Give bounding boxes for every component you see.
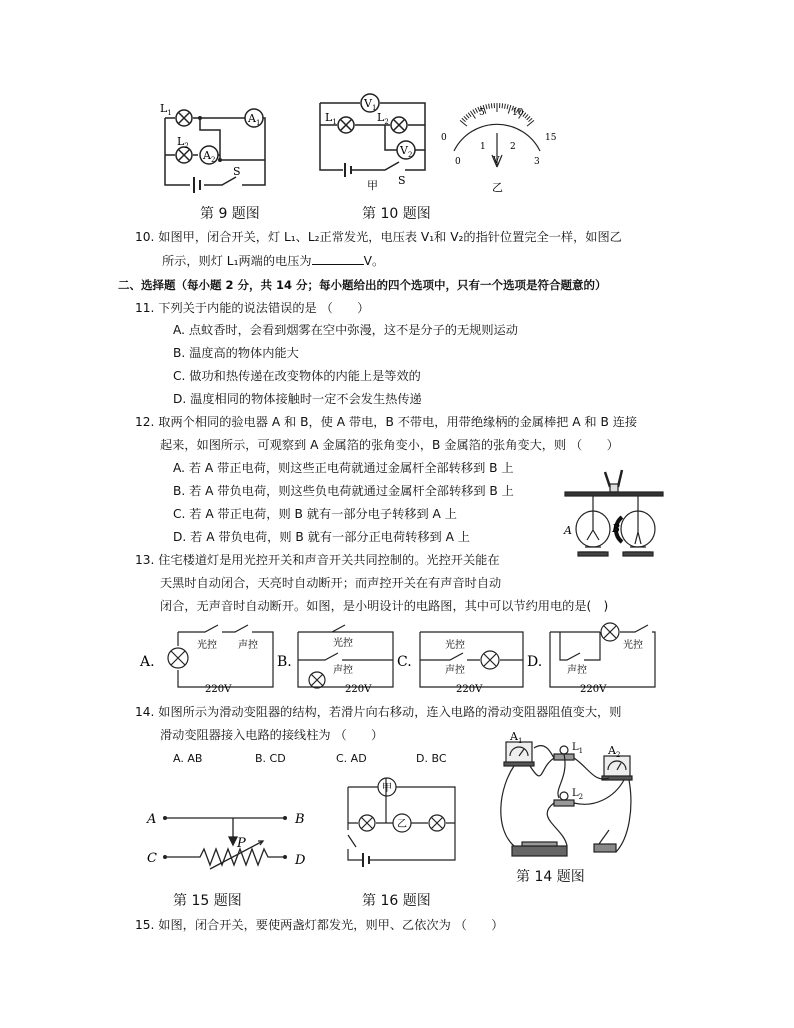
q13-label-d: D. [527, 654, 543, 670]
fig14-physical-circuit [494, 728, 644, 863]
q14-line1: 14. 如图所示为滑动变阻器的结构，若滑片向右移动，连入电路的滑动变阻器阻值变大，则 [135, 705, 622, 719]
fig10-l1-label: $L_1$ [325, 111, 337, 126]
fig10-circuit [315, 95, 435, 195]
dial-tick [508, 105, 511, 114]
fig9-l1-label: $L_1$ [160, 102, 172, 117]
fig10-l2-label: $L_2$ [377, 111, 389, 126]
svg-text:5: 5 [479, 108, 485, 118]
fig12-electroscopes [560, 462, 670, 572]
fig14-l1-label: $L_1$ [572, 742, 584, 755]
fig9-switch-label: S [233, 165, 241, 178]
fig16-caption: 第 16 题图 [362, 893, 431, 909]
svg-text:1: 1 [480, 142, 486, 152]
dial-tick [491, 103, 492, 108]
fig15-caption: 第 15 题图 [173, 893, 242, 909]
svg-text:10: 10 [512, 108, 524, 118]
svg-text:220V: 220V [580, 684, 607, 695]
q12-line1: 12. 取两个相同的验电器 A 和 B，使 A 带电，B 不带电，用带绝缘柄的金属棒把 A 和 B 连接 [135, 415, 638, 429]
dial-tick [460, 120, 467, 126]
q12-option-c[interactable]: C. 若 A 带正电荷，则 B 就有一部分电子转移到 A 上 [173, 507, 457, 521]
fig14-a1-label: $A_1$ [510, 730, 523, 745]
q14-option-a[interactable]: A. AB [173, 752, 203, 765]
section2-title: 二、选择题（每小题 2 分，共 14 分；每小题给出的四个选项中，只有一个选项是符合题意的） [118, 278, 607, 292]
svg-text:光控: 光控 [333, 638, 353, 649]
q12-option-b[interactable]: B. 若 A 带负电荷，则这些负电荷就通过金属杆全部转移到 B 上 [173, 484, 514, 498]
dial-tick [525, 114, 528, 118]
q13-label-c: C. [397, 654, 412, 670]
dial-tick [473, 110, 476, 114]
fig14-l2-label: $L_2$ [572, 788, 584, 801]
fig9-l2-label: $L_2$ [177, 135, 189, 150]
fig10-switch-label: S [398, 174, 406, 187]
q14-option-c[interactable]: C. AD [336, 752, 367, 765]
q13-line3: 闭合，无声音时自动断开。如图，是小明设计的电路图，其中可以节约用电的是( ) [160, 599, 609, 613]
q15-stem: 15. 如图，闭合开关，要使两盏灯都发光，则甲、乙依次为 （ ） [135, 918, 504, 932]
q10-line2: 所示，则灯 L₁两端的电压为 V。 [162, 254, 385, 268]
dial-tick [505, 104, 506, 109]
svg-text:2: 2 [510, 142, 516, 152]
fig15-rheostat [145, 805, 325, 875]
fig16-jia-label: 甲 [382, 783, 392, 794]
fig15-p-label: P [237, 836, 246, 851]
dial-tick [468, 113, 471, 117]
dial-tick [489, 104, 490, 109]
svg-text:220V: 220V [345, 684, 372, 695]
q11-option-d[interactable]: D. 温度相同的物体接触时一定不会发生热传递 [173, 392, 422, 406]
fig14-a2-label: $A_2$ [608, 744, 621, 759]
q13-line1: 13. 住宅楼道灯是用光控开关和声音开关共同控制的。光控开关能在 [135, 553, 500, 567]
dial-tick [527, 116, 530, 120]
dial-tick [486, 104, 487, 109]
q11-option-b[interactable]: B. 温度高的物体内能大 [173, 346, 299, 360]
q13-circuit-options [140, 620, 660, 695]
fig9-caption: 第 9 题图 [200, 206, 260, 222]
q11-option-c[interactable]: C. 做功和热传递在改变物体的内能上是等效的 [173, 369, 421, 383]
fig15-a-label: A [147, 812, 157, 827]
q12-line2: 起来，如图所示，可观察到 A 金属箔的张角变小，B 金属箔的张角变大，则 （ ） [160, 438, 619, 452]
svg-text:光控: 光控 [445, 640, 465, 651]
fig16-yi-label: 乙 [397, 819, 407, 830]
dial-tick [466, 114, 469, 118]
fig10-v2-label: $V_2$ [400, 144, 413, 159]
svg-text:V: V [493, 156, 500, 166]
q12-option-a[interactable]: A. 若 A 带正电荷，则这些正电荷就通过金属杆全部转移到 B 上 [173, 461, 514, 475]
svg-text:15: 15 [545, 133, 557, 143]
q11-stem: 11. 下列关于内能的说法错误的是 （ ） [135, 301, 370, 315]
svg-text:0: 0 [455, 157, 461, 167]
fig10-jia-label: 甲 [367, 179, 378, 192]
fig15-c-label: C [147, 851, 157, 866]
fig9-a2-label: $A_2$ [203, 149, 216, 164]
svg-text:光控: 光控 [623, 640, 643, 651]
dial-tick [464, 116, 467, 120]
q10-line1: 10. 如图甲，闭合开关，灯 L₁、L₂正常发光，电压表 V₁和 V₂的指针位置完全一样，如图乙 [135, 230, 622, 244]
svg-text:220V: 220V [456, 684, 483, 695]
dial-tick [528, 118, 532, 121]
q14-option-b[interactable]: B. CD [255, 752, 286, 765]
fig10-caption: 第 10 题图 [362, 206, 431, 222]
fig14-caption: 第 14 题图 [516, 869, 585, 885]
fig16-circuit [340, 775, 470, 870]
svg-text:3: 3 [534, 157, 540, 167]
svg-text:声控: 声控 [445, 665, 465, 676]
fig10-yi-label: 乙 [492, 181, 503, 194]
svg-text:220V: 220V [205, 684, 232, 695]
dial-tick [527, 120, 534, 126]
q14-option-d[interactable]: D. BC [416, 752, 447, 765]
svg-text:声控: 声控 [567, 665, 587, 676]
fig9-circuit [150, 100, 280, 195]
dial-tick [502, 103, 503, 108]
q12-option-d[interactable]: D. 若 A 带负电荷，则 B 就有一部分正电荷转移到 A 上 [173, 530, 470, 544]
q13-label-a: A. [140, 654, 155, 670]
fig10-voltmeter-dial [437, 103, 557, 193]
dial-tick [475, 108, 477, 112]
svg-text:声控: 声控 [333, 665, 353, 676]
q13-label-b: B. [277, 654, 292, 670]
fig12-b-label: B [612, 522, 621, 535]
fig9-a1-label: $A_1$ [248, 112, 261, 127]
q13-line2: 天黑时自动闭合，天亮时自动断开；而声控开关在有声音时自动 [160, 576, 502, 590]
dial-tick [462, 118, 466, 121]
fig15-d-label: D [295, 853, 306, 868]
q10-answer-blank[interactable] [312, 253, 364, 265]
svg-text:0: 0 [441, 133, 447, 143]
q11-option-a[interactable]: A. 点蚊香时，会看到烟雾在空中弥漫，这不是分子的无规则运动 [173, 323, 518, 337]
fig15-b-label: B [295, 812, 305, 827]
svg-text:光控: 光控 [197, 640, 217, 651]
fig12-a-label: A [564, 524, 572, 537]
q14-line2: 滑动变阻器接入电路的接线柱为 （ ） [160, 728, 384, 742]
dial-tick [507, 104, 508, 109]
svg-text:声控: 声控 [238, 640, 258, 651]
fig10-v1-label: $V_1$ [364, 97, 377, 112]
